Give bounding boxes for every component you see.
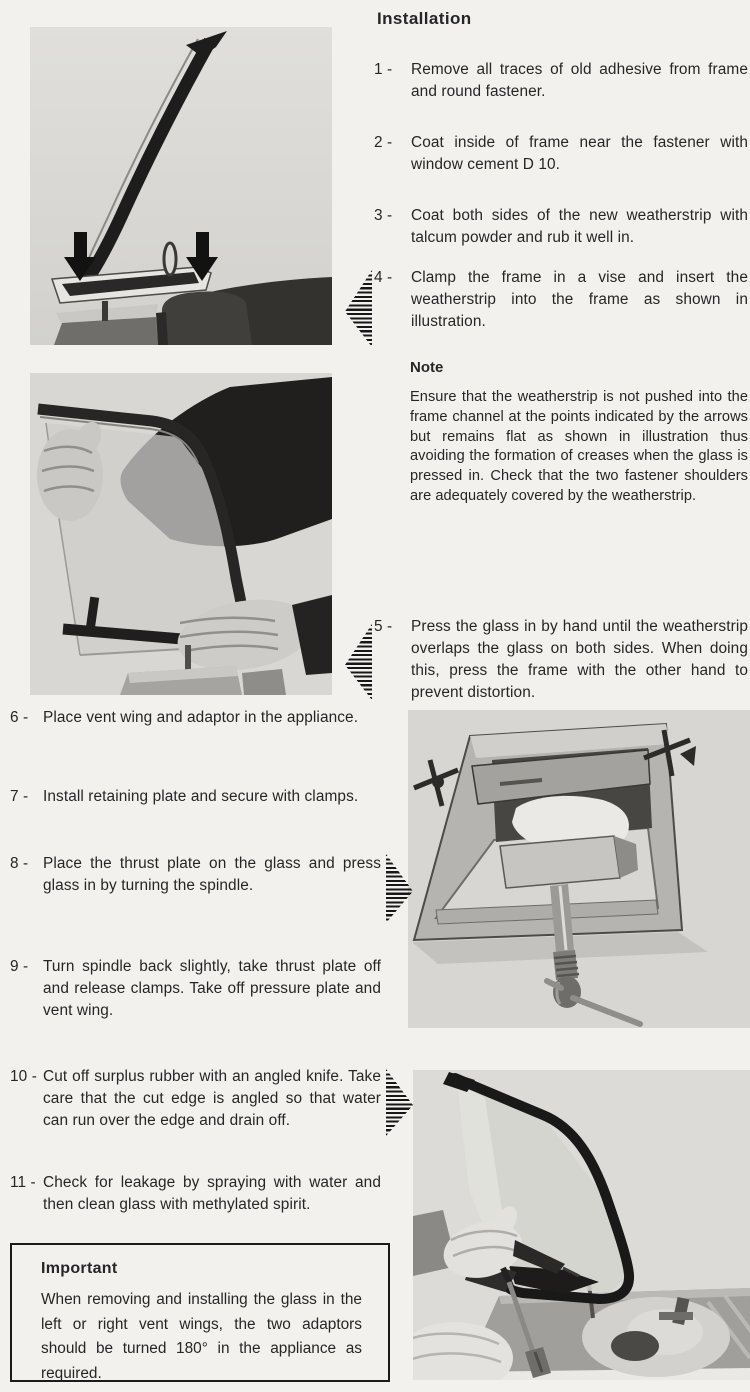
step-9 — [10, 956, 381, 1022]
step-text: Coat inside of frame near the fastener with window cement D 10. — [411, 134, 748, 173]
step-number: 3 - — [374, 207, 393, 224]
step-text: Cut off surplus rubber with an angled knife. Take care that the cut edge is angled so that water can run over the edge and drain off. — [43, 1068, 381, 1129]
step-text: Coat both sides of the new weatherstrip with talcum powder and rub it well in. — [411, 207, 748, 246]
step-number: 2 - — [374, 134, 393, 151]
step-11 — [10, 1172, 381, 1216]
step-text: Check for leakage by spraying with water and then clean glass with methylated spirit. — [43, 1174, 381, 1213]
trimming-surplus-rubber-photo — [413, 1070, 750, 1380]
step-4 — [374, 267, 748, 333]
pointer-arrow-left-icon — [345, 270, 372, 347]
step-number: 9 - — [10, 958, 29, 975]
weatherstrip-in-frame-photo — [30, 27, 332, 345]
step-3 — [374, 205, 748, 249]
pressing-glass-by-hand-photo — [30, 373, 332, 695]
step-text: Press the glass in by hand until the weatherstrip overlaps the glass on both sides. When doing this, press the frame with the other hand to prevent distortion. — [411, 618, 748, 701]
step-text: Place vent wing and adaptor in the appliance. — [43, 709, 359, 726]
step-number: 1 - — [374, 61, 393, 78]
step-number: 6 - — [10, 709, 29, 726]
pointer-arrow-left-icon — [345, 624, 372, 700]
clamping-appliance-spindle-photo — [408, 710, 750, 1028]
step-text: Clamp the frame in a vise and insert the weatherstrip into the frame as shown in illustration. — [411, 269, 748, 330]
step-text: Remove all traces of old adhesive from frame and round fastener. — [411, 61, 748, 100]
step-number: 4 - — [374, 269, 393, 286]
important-heading: Important — [41, 1260, 118, 1277]
step-text: Turn spindle back slightly, take thrust plate off and release clamps. Take off pressure plate and vent wing. — [43, 958, 381, 1019]
step-1 — [374, 59, 748, 103]
note-heading: Note — [410, 359, 444, 376]
step-text: Install retaining plate and secure with clamps. — [43, 788, 359, 805]
step-number: 8 - — [10, 855, 29, 872]
step-2 — [374, 132, 748, 176]
note-body: Ensure that the weatherstrip is not pushed into the frame channel at the points indicated by the arrows but remains flat as shown in illustration thus avoiding the formation of creases when the glass is pressed in. Check that the two fastener shoulders are adequately covered by the weatherstrip. — [410, 389, 748, 504]
step-5 — [374, 616, 748, 704]
step-7 — [10, 786, 381, 808]
step-number: 10 - — [10, 1068, 37, 1085]
step-number: 11 - — [10, 1174, 36, 1191]
step-10 — [10, 1066, 381, 1132]
step-text: Place the thrust plate on the glass and press glass in by turning the spindle. — [43, 855, 381, 894]
step-6 — [10, 707, 381, 729]
step-number: 7 - — [10, 788, 29, 805]
important-box — [10, 1243, 390, 1382]
step-number: 5 - — [374, 618, 393, 635]
step-8 — [10, 853, 381, 897]
pointer-arrow-right-icon — [386, 1069, 413, 1136]
important-body: When removing and installing the glass in the left or right vent wings, the two adaptors should be turned 180° in the appliance as required. — [41, 1291, 362, 1382]
page-title: Installation — [377, 9, 472, 28]
